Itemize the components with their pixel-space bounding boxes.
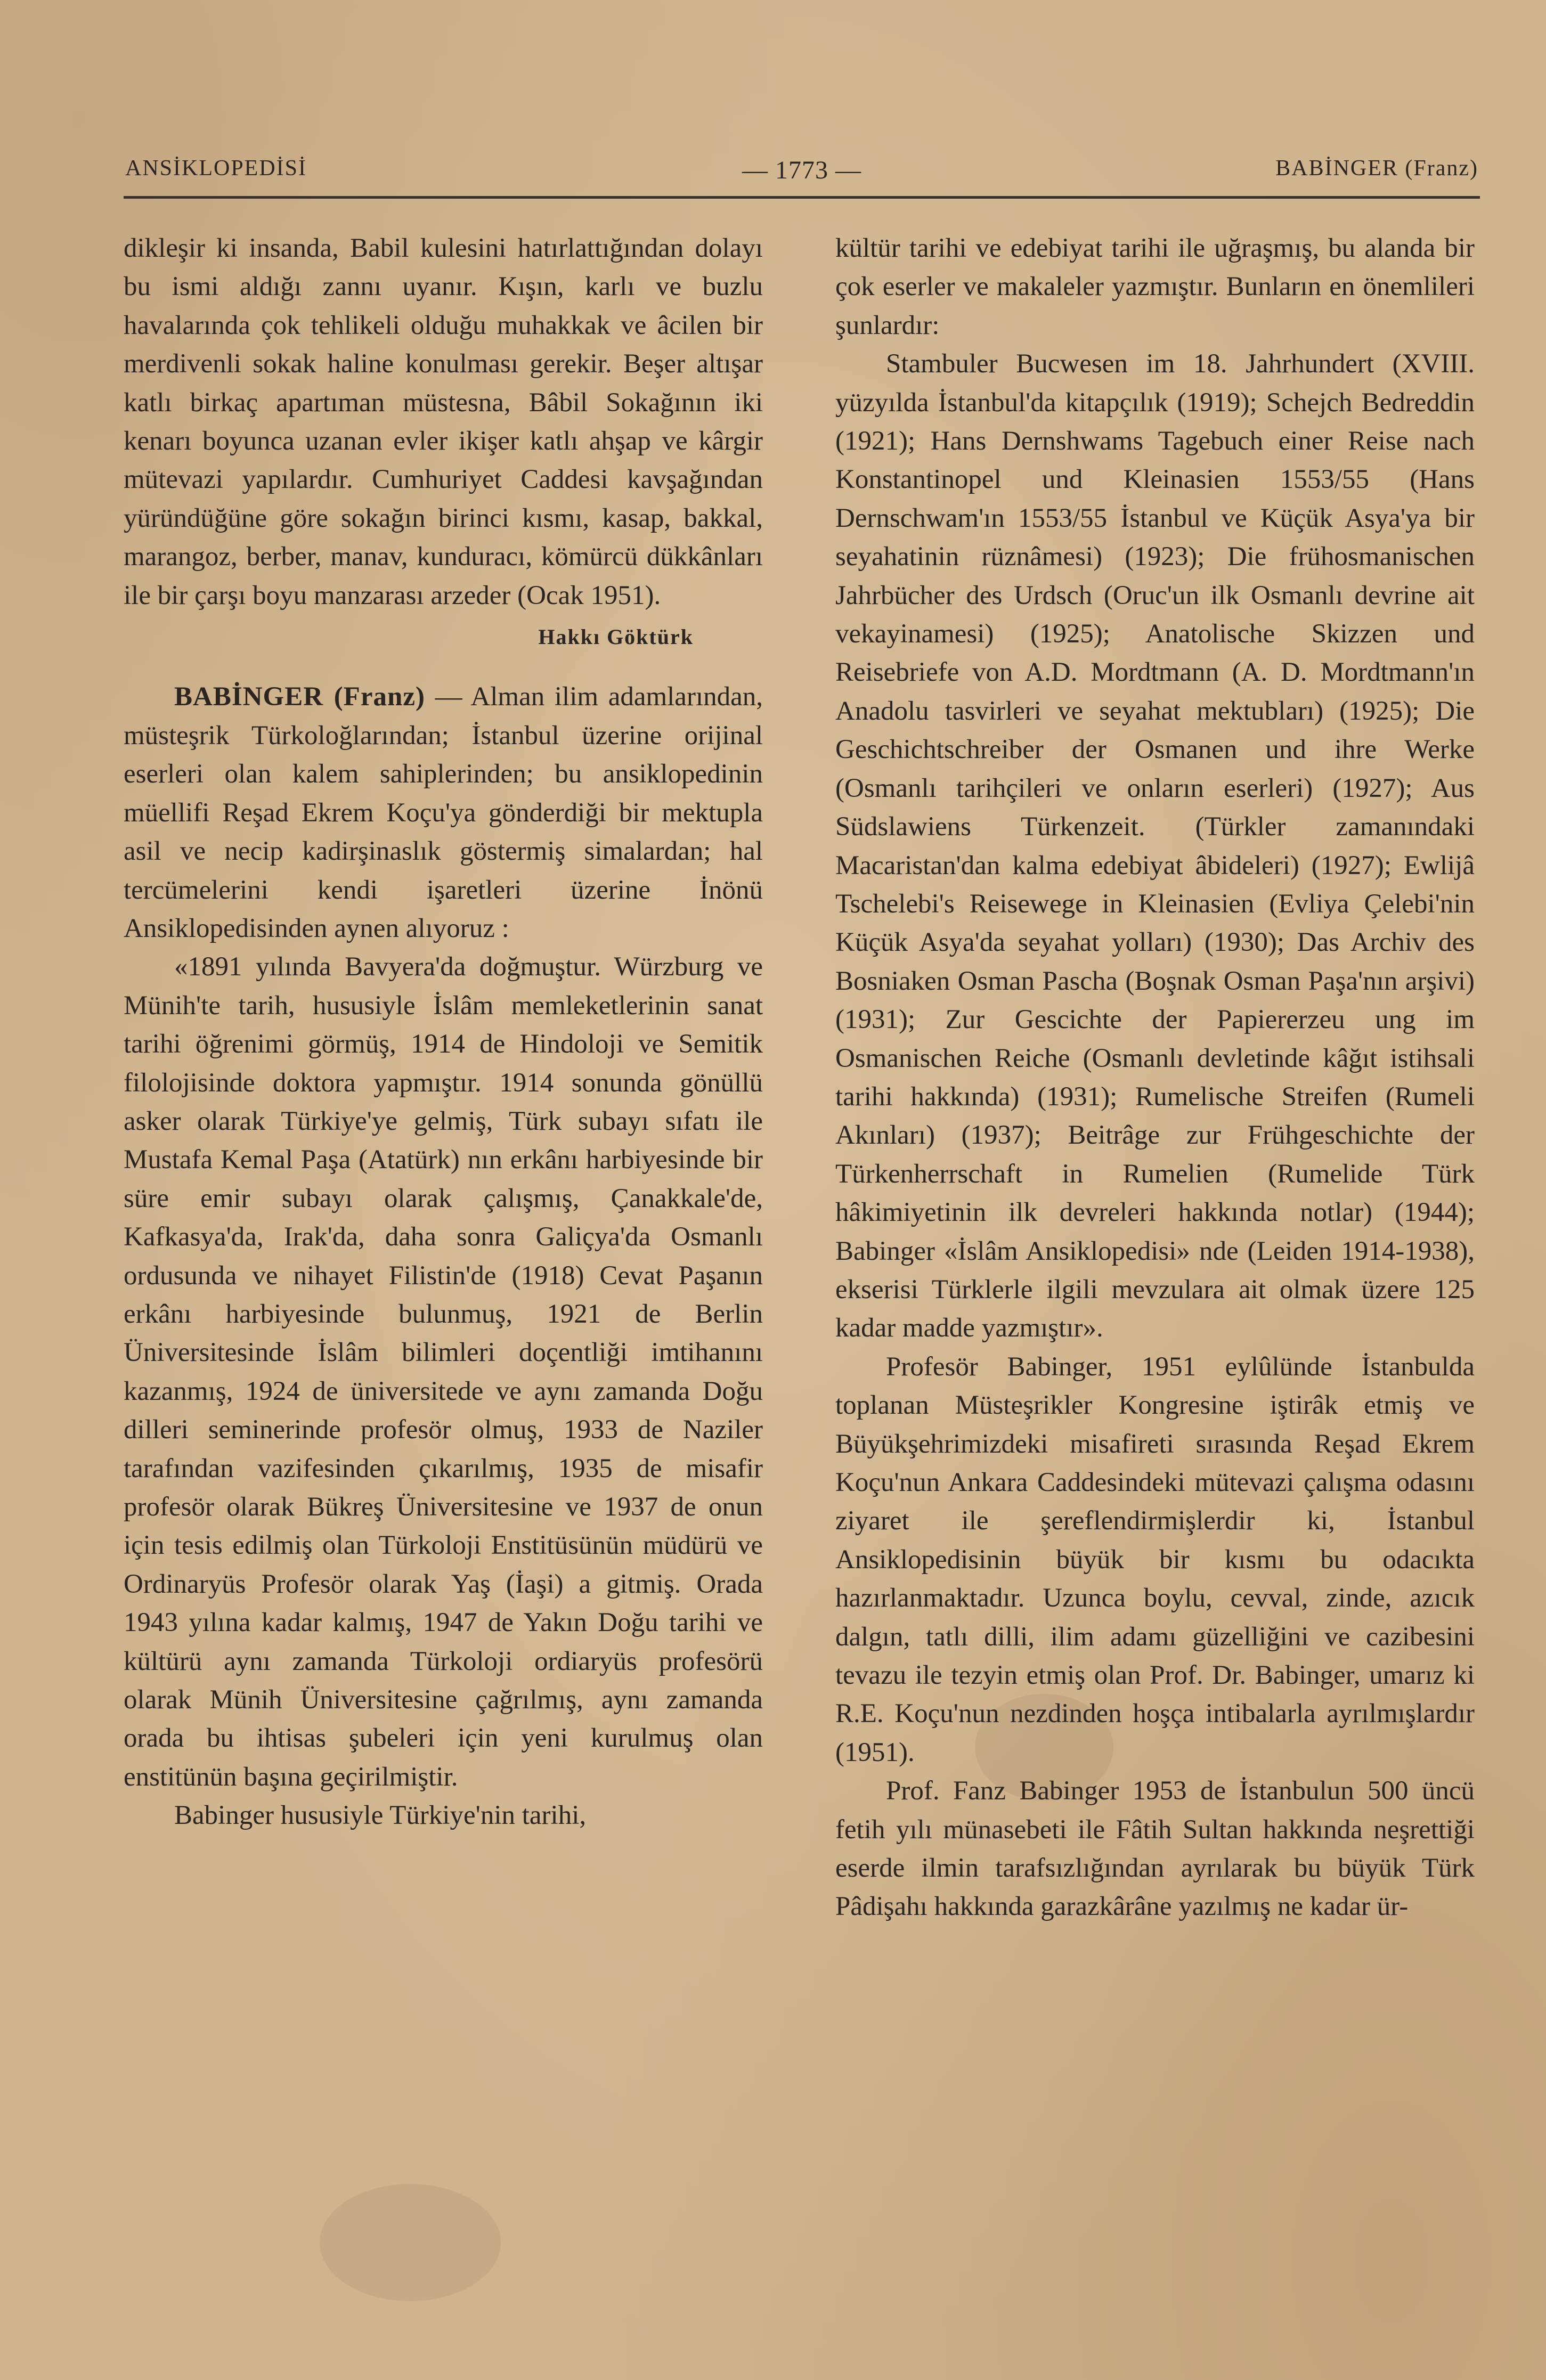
- entry-headword: BABİNGER (Franz): [174, 682, 425, 712]
- paragraph: Babinger hususiyle Türkiye'nin tarihi,: [174, 1800, 587, 1831]
- entry-intro-text: — Alman ilim adamlarından, müsteşrik Türkoloğlarından; İstanbul üzerine orijinal eserleri olan kalem sahiplerinden; bu ansiklopedinin müellifi Reşad Ekrem Koçu'ya gönderdiği bir mektupla asil ve necip kadirşinaslık göstermiş simalardan; hal tercümelerini kendi işaretleri üzerine İnönü Ansiklopedisinden aynen alıyoruz :: [124, 682, 763, 943]
- paragraph: kültür tarihi ve edebiyat tarihi ile uğraşmış, bu alanda bir çok eserler ve makaleler yazmıştır. Bunların en önemlileri şunlardır:: [835, 233, 1475, 340]
- right-column: [835, 229, 1475, 1926]
- author-signature: Hakkı Göktürk: [538, 625, 694, 649]
- paragraph: Profesör Babinger, 1951 eylûlünde İstanbulda toplanan Müsteşrikler Kongresine iştirâk etmiş ve Büyükşehrimizdeki misafireti sırasında Reşad Ekrem Koçu'nun Ankara Caddesindeki mütevazi çalışma odasını ziyaret ile şereflendirmişlerdir ki, İstanbul Ansiklopedisinin büyük bir kısmı bu odacıkta hazırlanmaktadır. Uzunca boylu, cevval, zinde, azıcık dalgın, tatlı dilli, ilim adamı güzelliğini ve cazibesini tevazu ile tezyin etmiş olan Prof. Dr. Babinger, umarız ki R.E. Koçu'nun nezdinden hoşça intibalarla ayrılmışlardır (1951).: [835, 1351, 1475, 1767]
- page-number: — 1773 —: [742, 156, 861, 184]
- entry-paragraph: [124, 678, 763, 948]
- header-rule: [124, 196, 1480, 199]
- running-head-left: ANSİKLOPEDİSİ: [125, 156, 307, 181]
- running-head-right: BABİNGER (Franz): [1275, 156, 1478, 181]
- paragraph: dikleşir ki insanda, Babil kulesini hatırlattığından dolayı bu ismi aldığı zannı uyanır. Kışın, karlı ve buzlu havalarında çok tehlikeli olduğu muhakkak ve âcilen bir merdivenli sokak haline konulması gerekir. Beşer altışar katlı birkaç apartıman müstesna, Bâbil Sokağının iki kenarı boyunca uzanan evler ikişer katlı ahşap ve kârgir mütevazi yapılardır. Cumhuriyet Caddesi kavşağından yüründüğüne göre sokağın birinci kısmı, kasap, bakkal, marangoz, berber, manav, kunduracı, kömürcü dükkânları ile bir çarşı boyu manzarası arzeder (Ocak 1951).: [124, 233, 763, 610]
- paragraph: Prof. Fanz Babinger 1953 de İstanbulun 500 üncü fetih yılı münasebeti ile Fâtih Sultan hakkında neşrettiği eserde ilmin tarafsızlığından ayrılarak bu büyük Türk Pâdişahı hakkında garazkârâne yazılmış ne kadar ür-: [835, 1776, 1475, 1922]
- paragraph: Stambuler Bucwesen im 18. Jahrhundert (XVIII. yüzyılda İstanbul'da kitapçılık (1919); Schejch Bedreddin (1921); Hans Dernshwams Tagebuch einer Reise nach Konstantinopel und Kleinasien 1553/55 (Hans Dernschwam'ın 1553/55 İstanbul ve Küçük Asya'ya bir seyahatinin rüznâmesi) (1923); Die frühosmanischen Jahrbücher des Urdsch (Oruc'un ilk Osmanlı devrine ait vekayinamesi) (1925); Anatolische Skizzen und Reisebriefe von A.D. Mordtmann (A. D. Mordtmann'ın Anadolu tasvirleri ve seyahat mektubları) (1925); Die Geschichtschreiber der Osmanen und ihre Werke (Osmanlı tarihçileri ve onların eserleri) (1927); Aus Südslawiens Türkenzeit. (Türkler zamanındaki Macaristan'dan kalma edebiyat âbideleri) (1927); Ewlijâ Tschelebi's Reisewege in Kleinasien (Evliya Çelebi'nin Küçük Asya'da seyahat yolları) (1930); Das Archiv des Bosniaken Osman Pascha (Boşnak Osman Paşa'nın arşivi) (1931); Zur Gescichte der Papiererzeu ung im Osmanischen Reiche (Osmanlı devletinde kâğıt istihsali tarihi hakkında) (1931); Rumelische Streifen (Rumeli Akınları) (1937); Beitrâge zur Frühgeschichte der Türkenherrschaft in Rumelien (Rumelide Türk hâkimiyetinin ilk devreleri hakkında notlar) (1944); Babinger «İslâm Ansiklopedisi» nde (Leiden 1914-1938), ekserisi Türklerle ilgili mevzulara ait olmak üzere 125 kadar madde yazmıştır».: [835, 349, 1475, 1343]
- running-head: [125, 156, 1478, 188]
- paper-stain: [320, 2184, 501, 2301]
- left-column: [124, 229, 763, 1835]
- paragraph: «1891 yılında Bavyera'da doğmuştur. Würzburg ve Münih'te tarih, hususiyle İslâm memleketlerinin sanat tarihi öğrenimi görmüş, 1914 de Hindoloji ve Semitik filolojisinde doktora yapmıştır. 1914 sonunda gönüllü asker olarak Türkiye'ye gelmiş, Türk subayı sıfatı ile Mustafa Kemal Paşa (Atatürk) nın erkânı harbiyesinde bir süre emir subayı olarak çalışmış, Çanakkale'de, Kafkasya'da, Irak'da, daha sonra Galiçya'da Osmanlı ordusunda ve nihayet Filistin'de (1918) Cevat Paşanın erkânı harbiyesinde bulunmuş, 1921 de Berlin Üniversitesinde İslâm bilimleri doçentliği imtihanını kazanmış, 1924 de üniversitede ve aynı zamanda Doğu dilleri seminerinde profesör olmuş, 1933 de Naziler tarafından vazifesinden çıkarılmış, 1935 de misafir profesör olarak Bükreş Üniversitesine ve 1937 de onun için tesis edilmiş olan Türkoloji Enstitüsünün müdürü ve Ordinaryüs Profesör olarak Yaş (İaşi) a gitmiş. Orada 1943 yılına kadar kalmış, 1947 de Yakın Doğu tarihi ve kültürü aynı zamanda Türkoloji ordiaryüs profesörü olarak Münih Üniversitesine çağrılmış, aynı zamanda orada bu ihtisas şubeleri için yeni kurulmuş olan enstitünün başına geçirilmiştir.: [124, 952, 763, 1792]
